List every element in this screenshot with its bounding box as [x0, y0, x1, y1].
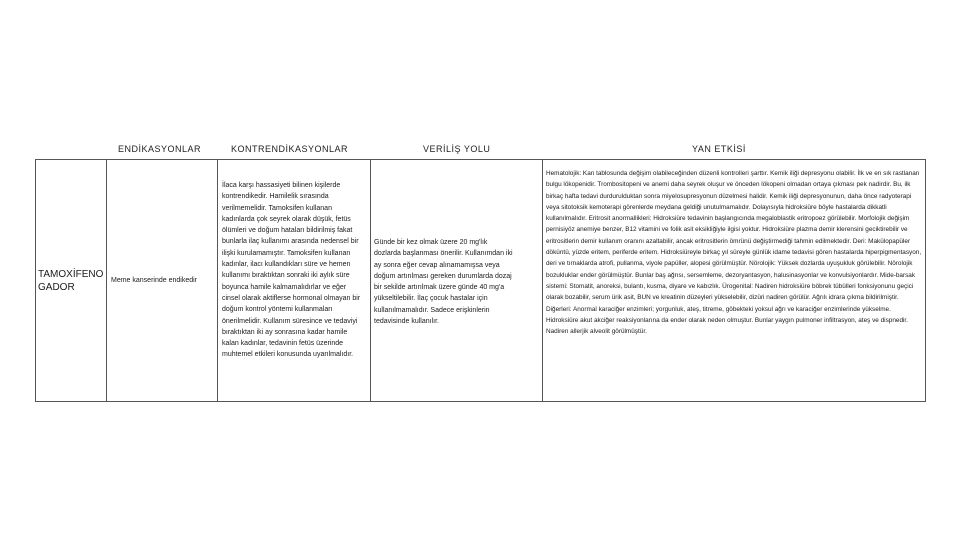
col-drug	[36, 160, 107, 401]
col-side-effects	[543, 160, 925, 401]
header-route: VERİLİŞ YOLU	[423, 144, 491, 154]
col-contraindication	[218, 160, 371, 401]
drug-table	[35, 159, 926, 402]
drug-name: TAMOXİFENO GADOR	[38, 269, 104, 293]
header-contraindications: KONTRENDİKASYONLAR	[231, 144, 349, 154]
side-effects-text: Hematolojik: Kan tablosunda değişim olabileceğinden düzenli kontrolleri şarttır. Kemik iliği depresyonu olabilir. İlk ve en sık rastlanan bulgu lökopenidir. Trombositopeni ve anemi daha seyrek oluşur ve önceden lökopeni olmadan ortaya çıkması pek nadirdir. Bu, ilk birkaç hafta tedavi durdurulduktan sonra miyelosupresyonun düzelmesi halidir. Kemik iliği depresyonunun, daha önce radyoterapi veya sitotoksik kemoterapi görenlerde meydana geldiği unutulmamalıdır. Dolayısıyla hidroksiüre böyle hastalarda dikkatli kullanılmalıdır. Eritrosit anormallikleri: Hidroksiüre tedavinin başlangıcında megaloblastik eritropoez görülebilir. Morfolojik değişim pernisiyöz anemiye benzer, B12 vitamini ve folik asit eksikliğiyle ilgisi yoktur. Hidroksiüre plazma demir klerensini geciktirebilir ve eritrositlerin demir kullanım oranını azaltabilir, ancak eritrositlerin ömrünü değiştirmediği tahmin edilmektedir. Deri: Makülopapüler döküntü, yüzde eritem, periferde eritem. Hidroksiüreyle birkaç yıl süreyle günlük idame tedavisi gören hastalarda hiperpigmentasyon, deri ve tırnaklarda atrofi, pullanma, viyole papüller, alopesi görülmüştür. Nörolojik: Yüksek dozlarda uyuşukluk görülebilir. Nörolojik bozukluklar ender görülmüştür. Bunlar baş ağrısı, sersemleme, dezoryantasyon, halusinasyonlar ve konvulsiyonlardır. Mide-barsak sistemi: Stomatit, anoreksi, bulantı, kusma, diyare ve kabızlık. Ürogenital: Nadiren hidroksiüre böbrek tübülleri fonksiyonunu geçici olarak bozabilir, serum ürik asit, BUN ve kreatinin düzeyleri yükselebilir, dizüri nadiren görülür. Ağrılı idrara çıkma bildirilmiştir. Diğerleri: Anormal karaciğer enzimleri; yorgunluk, ateş, titreme, göbekteki yoksul ağrı ve karaciğer enzimlerinde yükselme. Hidroksiüre akut akciğer reaksiyonlarına da ender olarak neden olmuştur. Bunlar yaygın pulmoner infiltrasyon, ateş ve dispnedir. Nadiren allerjik alveolit görülmüştür.	[546, 170, 922, 336]
header-side-effects: YAN ETKİSİ	[692, 144, 746, 154]
indication-text: Meme kanserinde endikedir	[111, 277, 197, 284]
header-indications: ENDİKASYONLAR	[118, 144, 202, 154]
col-indication	[107, 160, 218, 401]
col-route	[371, 160, 543, 401]
contraindication-text: İlaca karşı hassasiyeti bilinen kişilerde kontrendikedir. Hamilelik sırasında verilmemelidir. Tamoksifen kullanan kadınlarda çok seyrek olarak düşük, fetüs ölümleri ve doğum hataları bildirilmiş fakat bunlarla ilaç kullanımı arasında nedensel bir ilişki kurulamamıştır. Tamoksifen kullanan kadınlar, ilacı kullandıkları süre ve hemen kullanımı bıraktıktan sonraki iki aylık süre boyunca hamile kalmamalıdırlar ve eğer cinsel olarak aktiflerse hormonal olmayan bir doğum kontrol yöntemi kullanmaları önerilmelidir. Kullanım süresince ve tedaviyi bıraktıktan iki ay sonrasına kadar hamile kalan kadınlar, tedavinin fetüs üzerinde muhtemel etkileri konusunda uyarılmalıdır.	[222, 182, 361, 359]
route-text: Günde bir kez olmak üzere 20 mg'lık dozlarda başlanması önerilir. Kullanımdan iki ay sonra eğer cevap alınamamışsa veya doğum artırılması gereken durumlarda dozaj bir sekilde artırılmak üzere günde 40 mg'a yükseltilebilir. İlaç çocuk hastalar için kullanılmamalıdır. Sadece erişkinlerin tedavisinde kullanılır.	[374, 239, 513, 326]
